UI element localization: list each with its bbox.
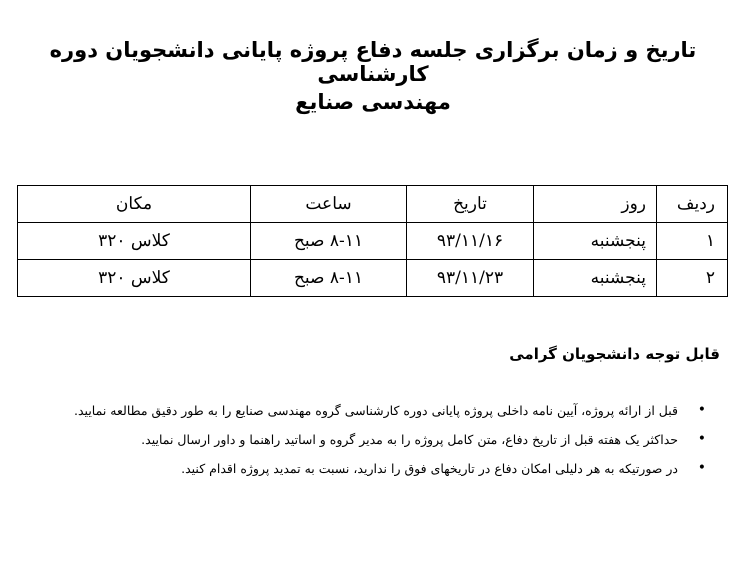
table-row [18, 260, 728, 297]
header-date: تاریخ [407, 186, 534, 223]
header-time: ساعت [251, 186, 407, 223]
table-row [18, 223, 728, 260]
cell-date: ٩٣/١١/٢٣ [407, 260, 534, 297]
cell-location: کلاس ٣٢٠ [18, 260, 251, 297]
header-row-number: ردیف [657, 186, 728, 223]
bullet-icon: • [697, 431, 706, 447]
rules-list [46, 396, 706, 483]
rule-text: حداکثر یک هفته قبل از تاریخ دفاع، متن کامل پروژه را به مدیر گروه و اساتید راهنما و داور ارسال نمایید. [141, 432, 678, 447]
rule-text: در صورتیکه به هر دلیلی امکان دفاع در تاریخهای فوق را ندارید، نسبت به تمدید پروژه اقدام کنید. [181, 461, 678, 476]
cell-time: ١١-٨ صبح [251, 223, 407, 260]
cell-date: ٩٣/١١/١۶ [407, 223, 534, 260]
title-line-1: تاریخ و زمان برگزاری جلسه دفاع پروژه پایانی دانشجویان دوره کارشناسی [49, 38, 697, 86]
cell-row-number: ٢ [657, 260, 728, 297]
schedule-table [17, 185, 728, 297]
title-line-2: مهندسی صنایع [295, 90, 451, 114]
notice-heading: قابل توجه دانشجویان گرامی [509, 345, 720, 363]
bullet-icon: • [697, 460, 706, 476]
cell-row-number: ١ [657, 223, 728, 260]
cell-location: کلاس ٣٢٠ [18, 223, 251, 260]
bullet-icon: • [697, 402, 706, 418]
list-item [46, 396, 706, 425]
list-item [46, 454, 706, 483]
cell-day: پنجشنبه [534, 260, 657, 297]
rule-text: قبل از ارائه پروژه، آیین نامه داخلی پروژه پایانی دوره کارشناسی گروه مهندسی صنایع را به طور دقیق مطالعه نمایید. [74, 403, 678, 418]
header-day: روز [534, 186, 657, 223]
cell-day: پنجشنبه [534, 223, 657, 260]
list-item [46, 425, 706, 454]
header-location: مکان [18, 186, 251, 223]
cell-time: ١١-٨ صبح [251, 260, 407, 297]
table-header-row [18, 186, 728, 223]
